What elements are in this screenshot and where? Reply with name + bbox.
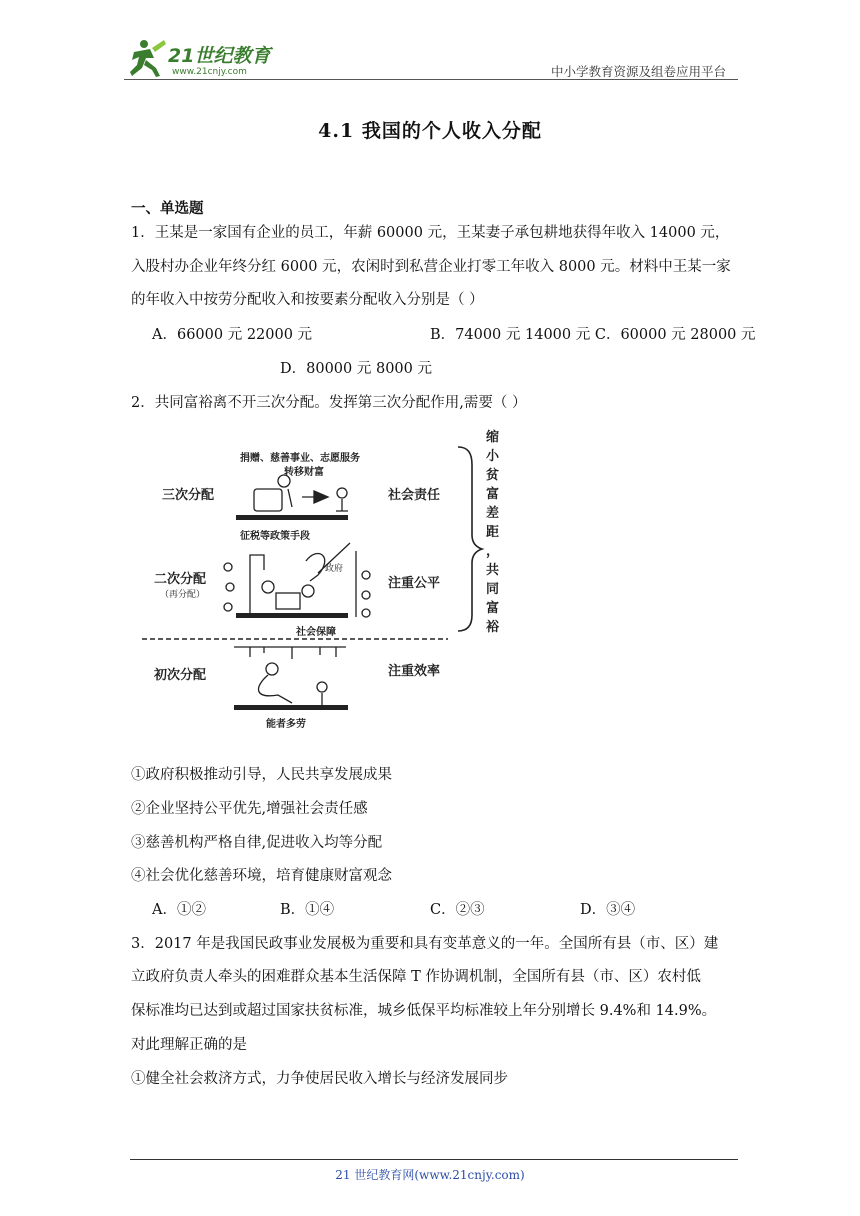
brace-char: 共: [486, 563, 500, 578]
fig-third-top: 捐赠、慈善事业、志愿服务: [240, 453, 360, 464]
q3-line-1: 3．2017 年是我国民政事业发展极为重要和具有变革意义的一年。全国所有县（市、区）建: [131, 936, 719, 952]
fig-third-transfer: 转移财富: [284, 467, 324, 478]
fig-first-label: 初次分配: [154, 668, 207, 683]
fig-first-right: 注重效率: [388, 664, 441, 679]
platform-name: 中小学教育资源及组卷应用平台: [550, 64, 726, 79]
site-logo: [124, 38, 294, 80]
brace-icon: [458, 447, 482, 631]
fig-third-label: 三次分配: [162, 488, 215, 503]
brace-char: 同: [486, 582, 500, 597]
q1-line-3: 的年收入中按劳分配收入和按要素分配收入分别是（ ）: [131, 292, 484, 308]
fig-second-sub: （再分配）: [160, 590, 206, 600]
brace-char: 富: [486, 601, 500, 616]
fig-gov: 政府: [325, 564, 344, 574]
runner-icon: [130, 40, 166, 77]
first-illustration: [234, 647, 346, 707]
q1-option-a: A．66000 元 22000 元: [152, 327, 313, 343]
brace-char: 裕: [486, 620, 500, 635]
fig-third-right: 社会责任: [388, 488, 441, 503]
fig-security: 社会保障: [296, 627, 336, 638]
header-divider: [124, 79, 738, 80]
q1-line-2: 入股村办企业年终分红 6000 元，农闲时到私营企业打零工年收入 8000 元。材料中王某一家: [131, 259, 731, 275]
brace-char: ，: [486, 544, 500, 559]
section-heading: 一、单选题: [131, 200, 204, 217]
brace-char: 小: [486, 449, 500, 464]
q3-line-3: 保标准均已达到或超过国家扶贫标准，城乡低保平均标准较上年分别增长 9.4%和 14.9%。: [131, 1003, 717, 1019]
fig-second-label: 二次分配: [154, 572, 207, 587]
logo-url: www.21cnjy.com: [172, 67, 247, 77]
q2-item-1: ①政府积极推动引导，人民共享发展成果: [131, 767, 392, 783]
fig-second-right: 注重公平: [388, 576, 441, 591]
q2-option-b: B．①④: [280, 902, 335, 918]
q1-option-d: D．80000 元 8000 元: [280, 361, 432, 377]
brace-text: [486, 429, 500, 635]
fig-first-bottom: 能者多劳: [266, 719, 306, 730]
third-platform: [236, 515, 348, 520]
brace-char: 贫: [486, 468, 500, 483]
q1-line-1: 1．王某是一家国有企业的员工，年薪 60000 元，王某妻子承包耕地获得年收入 14000 元，: [131, 225, 730, 241]
q3-line-5: ①健全社会救济方式，力争使居民收入增长与经济发展同步: [131, 1071, 508, 1087]
q2-stem: 2．共同富裕离不开三次分配。发挥第三次分配作用,需要（ ）: [131, 395, 527, 411]
third-illustration: [254, 475, 348, 511]
footer-link[interactable]: 21 世纪教育网(www.21cnjy.com): [335, 1168, 525, 1182]
brace-char: 缩: [486, 430, 500, 445]
q1-option-bc: B．74000 元 14000 元 C．60000 元 28000 元: [430, 327, 756, 343]
q2-item-3: ③慈善机构严格自律,促进收入均等分配: [131, 835, 383, 851]
second-platform: [236, 613, 348, 618]
logo-text: 21世纪教育: [168, 45, 271, 67]
q2-option-c: C．②③: [430, 902, 485, 918]
q3-line-4: 对此理解正确的是: [131, 1037, 247, 1053]
brace-char: 差: [486, 506, 500, 521]
brace-char: 距: [486, 525, 500, 540]
q2-item-4: ④社会优化慈善环境，培育健康财富观念: [131, 868, 392, 884]
distribution-figure: [142, 425, 518, 745]
brace-char: 富: [486, 487, 500, 502]
q2-item-2: ②企业坚持公平优先,增强社会责任感: [131, 801, 368, 817]
q2-option-d: D．③④: [580, 902, 636, 918]
q2-option-a: A．①②: [152, 902, 206, 918]
second-illustration: [224, 543, 370, 617]
footer-divider: [130, 1159, 738, 1160]
fig-tax: 征税等政策手段: [240, 531, 310, 542]
q3-line-2: 立政府负责人牵头的困难群众基本生活保障 T 作协调机制，全国所有县（市、区）农村低: [131, 969, 701, 985]
page-title: 4.1 我国的个人收入分配: [318, 120, 542, 142]
first-platform: [234, 705, 348, 710]
